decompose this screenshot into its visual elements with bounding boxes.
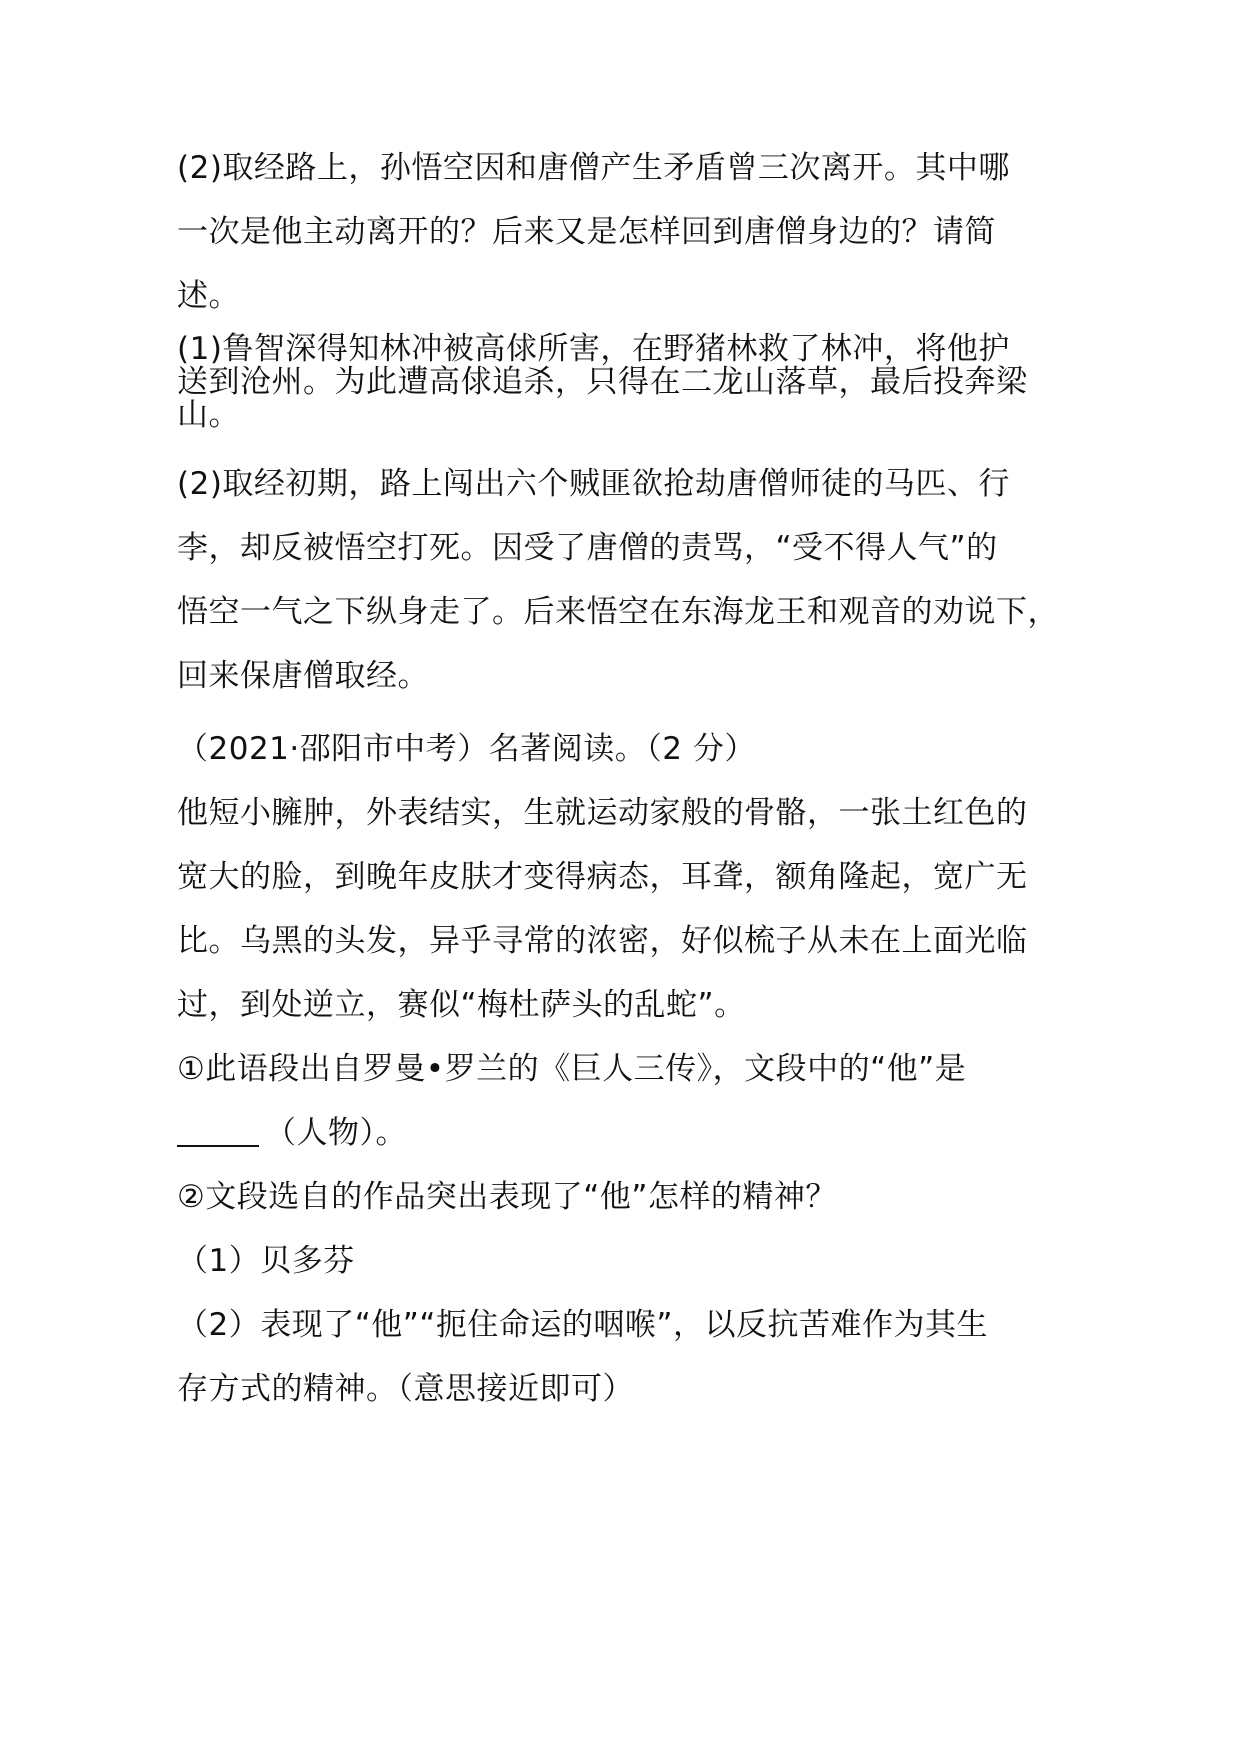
- answer-2-line: 回来保唐僧取经。: [177, 658, 429, 694]
- passage-line: 他短小臃肿，外表结实，生就运动家般的骨骼，一张土红色的: [177, 795, 1028, 831]
- answer-2-xiyouji: [177, 452, 1107, 708]
- question-2-xiyouji: [177, 136, 1107, 328]
- section-heading: （2021·邵阳市中考）名著阅读。（2 分）: [177, 731, 756, 767]
- question-2-text: ②文段选自的作品突出表现了“他”怎样的精神？: [177, 1179, 837, 1215]
- passage-line: 宽大的脸，到晚年皮肤才变得病态，耳聋，额角隆起，宽广无: [177, 859, 1028, 895]
- passage-line: 过，到处逆立，赛似“梅杜萨头的乱蛇”。: [177, 987, 746, 1023]
- question-2-line: 述。: [177, 278, 240, 314]
- answer-1-line: 送到沧州。为此遭高俅追杀，只得在二龙山落草，最后投奔梁: [177, 364, 1028, 400]
- answer-1-shuihu: [177, 333, 1107, 432]
- answer-1-text: （1）贝多芬: [177, 1243, 355, 1279]
- answer-blank: [177, 1115, 259, 1147]
- answer-2-line: (2)取经初期，路上闯出六个贼匪欲抢劫唐僧师徒的马匹、行: [177, 466, 1010, 502]
- answer-2-line: 李，却反被悟空打死。因受了唐僧的责骂，“受不得人气”的: [177, 530, 998, 566]
- question-2-line: 一次是他主动离开的？后来又是怎样回到唐僧身边的？请简: [177, 214, 996, 250]
- question-2-line: (2)取经路上，孙悟空因和唐僧产生矛盾曾三次离开。其中哪: [177, 150, 1010, 186]
- answer-2-line: 存方式的精神。（意思接近即可）: [177, 1371, 634, 1407]
- answer-1-line: 山。: [177, 397, 240, 433]
- answer-2-line: （2）表现了“他”“扼住命运的咽喉”，以反抗苦难作为其生: [177, 1307, 988, 1343]
- question-1-blank-line: [177, 1101, 1107, 1165]
- question-1-text: ①此语段出自罗曼•罗兰的《巨人三传》，文段中的“他”是: [177, 1051, 967, 1087]
- answer-2-line: 悟空一气之下纵身走了。后来悟空在东海龙王和观音的劝说下，: [177, 594, 1059, 630]
- passage-line: 比。乌黑的头发，异乎寻常的浓密，好似梳子从未在上面光临: [177, 923, 1028, 959]
- shaoyang-exam-section: [177, 717, 1107, 1421]
- answer-1-line: (1)鲁智深得知林冲被高俅所害，在野猪林救了林冲，将他护: [177, 331, 1010, 367]
- question-1-suffix: （人物）。: [265, 1115, 407, 1151]
